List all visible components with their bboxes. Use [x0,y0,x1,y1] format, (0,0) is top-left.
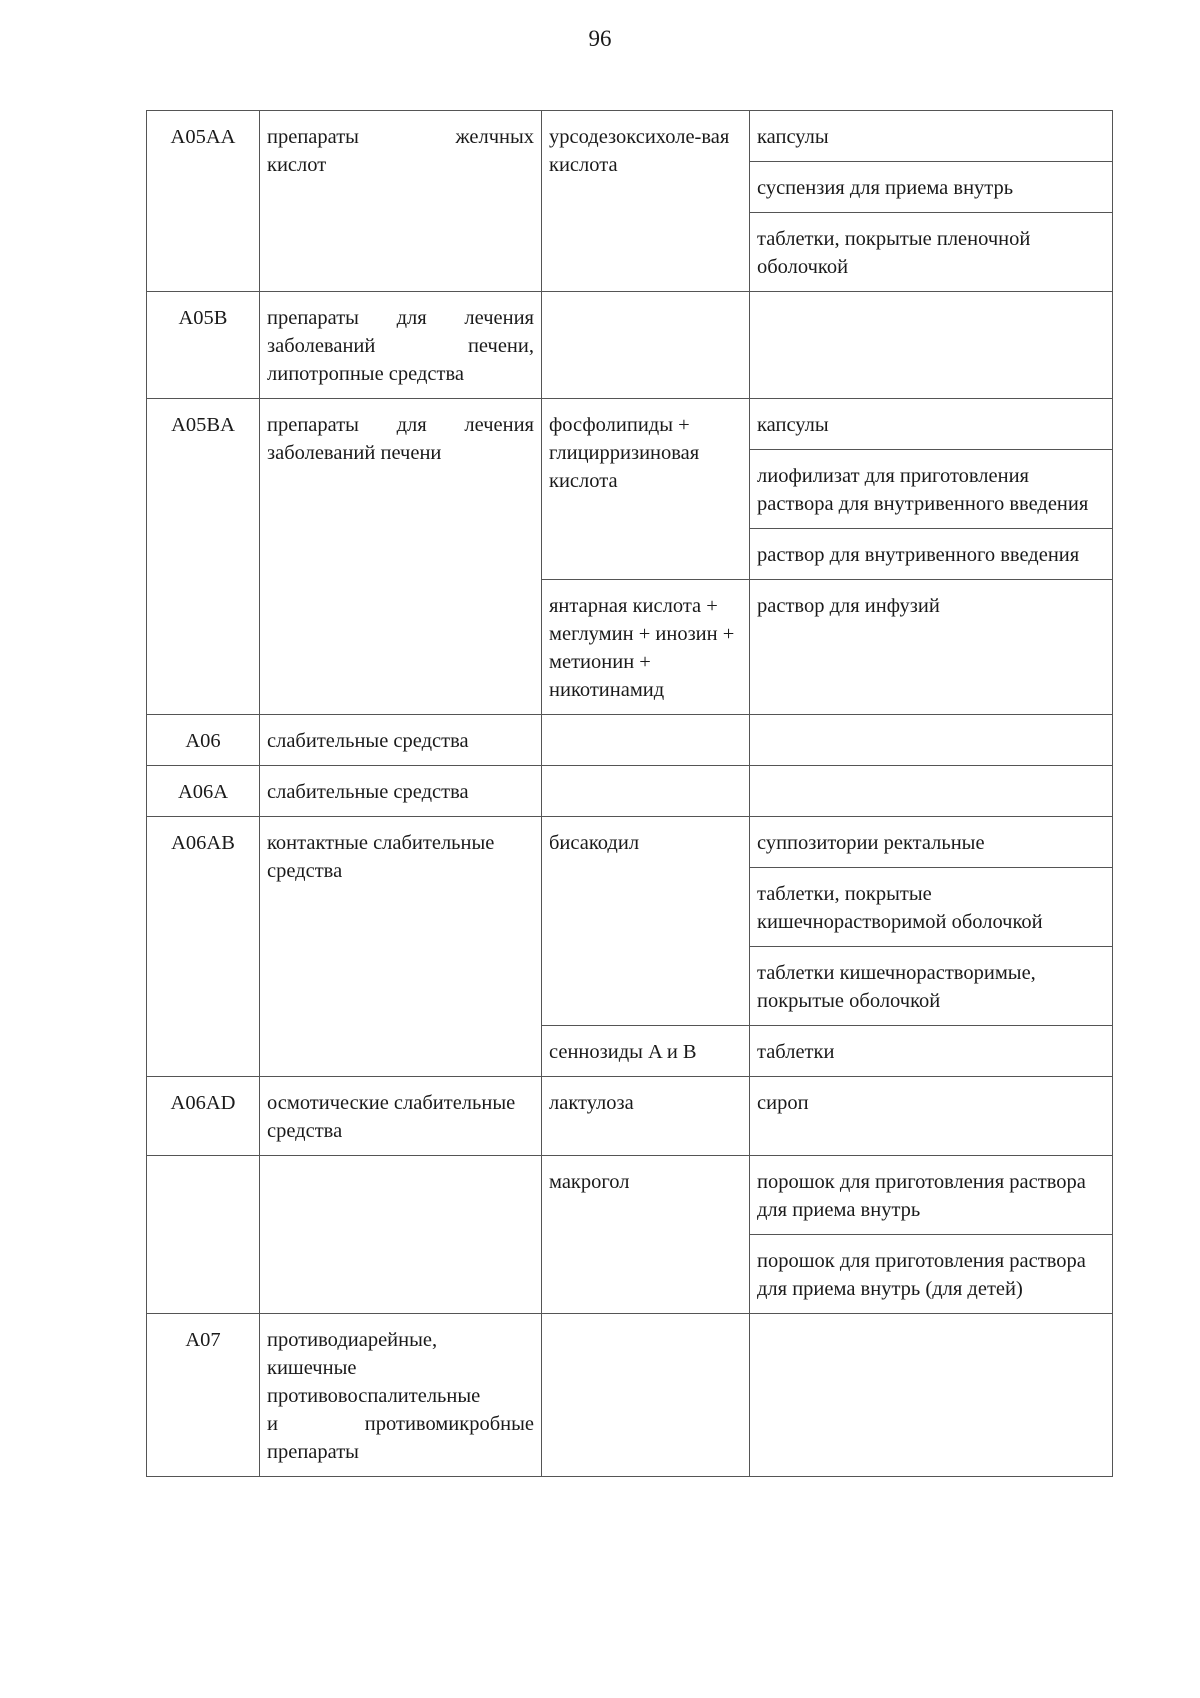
group-name-line: заболеваний печени, [267,335,534,357]
atc-code: A05B [147,292,260,399]
dosage-form: капсулы [750,399,1113,450]
substance-name [542,766,750,817]
substance-name [542,1314,750,1477]
atc-code: A06AD [147,1077,260,1156]
dosage-form: суспензия для приема внутрь [750,162,1113,213]
substance-name: янтарная кислота + меглумин + инозин + метионин + никотинамид [542,580,750,715]
dosage-form [750,292,1113,399]
atc-code [147,1156,260,1314]
dosage-form [750,766,1113,817]
dosage-form: суппозитории ректальные [750,817,1113,868]
group-name: контактные слабительные средства [260,817,542,1077]
dosage-form: таблетки [750,1026,1113,1077]
table-row [147,715,1113,766]
table-row [147,766,1113,817]
atc-code: A05BA [147,399,260,715]
substance-name: сеннозиды A и B [542,1026,750,1077]
group-name: осмотические слабительные средства [260,1077,542,1156]
dosage-form: раствор для внутривенного введения [750,529,1113,580]
table-row [147,1156,1113,1235]
group-name-line: кишечные [267,1357,357,1379]
group-name [260,1314,542,1477]
atc-code: A06 [147,715,260,766]
dosage-form: сироп [750,1077,1113,1156]
table-row [147,292,1113,399]
group-name-line: препараты для лечения [267,307,534,329]
substance-name [542,292,750,399]
group-name-line: кислот [267,154,327,176]
table-row [147,1077,1113,1156]
dosage-form: капсулы [750,111,1113,162]
group-name: слабительные средства [260,766,542,817]
dosage-form [750,1314,1113,1477]
dosage-form: лиофилизат для приготовления раствора для внутривенного введения [750,450,1113,529]
dosage-form: таблетки кишечнорастворимые, покрытые оболочкой [750,947,1113,1026]
dosage-form [750,715,1113,766]
substance-name [542,715,750,766]
group-name: слабительные средства [260,715,542,766]
group-name-line: препараты желчных [267,126,534,148]
substance-name: бисакодил [542,817,750,1026]
substance-name: макрогол [542,1156,750,1314]
group-name-line: противодиарейные, [267,1329,438,1351]
table-row [147,111,1113,162]
table-row [147,399,1113,450]
page-number: 96 [588,26,612,51]
table-row [147,817,1113,868]
table-row [147,1314,1113,1477]
group-name-line: препараты [267,1441,359,1463]
dosage-form: порошок для приготовления раствора для приема внутрь [750,1156,1113,1235]
atc-code: A06A [147,766,260,817]
group-name [260,399,542,715]
dosage-form: порошок для приготовления раствора для приема внутрь (для детей) [750,1235,1113,1314]
group-name [260,292,542,399]
substance-name: фосфолипиды + глицирризиновая кислота [542,399,750,580]
group-name-line: липотропные средства [267,363,464,385]
atc-code: A05AA [147,111,260,292]
group-name-line: противовоспалительные [267,1385,481,1407]
atc-code: A07 [147,1314,260,1477]
group-name-line: препараты для лечения [267,414,534,436]
drug-table [146,110,1113,1477]
group-name [260,111,542,292]
dosage-form: таблетки, покрытые пленочной оболочкой [750,213,1113,292]
dosage-form: таблетки, покрытые кишечнорастворимой оболочкой [750,868,1113,947]
group-name [260,1156,542,1314]
atc-code: A06AB [147,817,260,1077]
group-name-line: и противомикробные [267,1413,534,1435]
substance-name: лактулоза [542,1077,750,1156]
substance-name: урсодезоксихоле-вая кислота [542,111,750,292]
group-name-line: заболеваний печени [267,442,442,464]
dosage-form: раствор для инфузий [750,580,1113,715]
